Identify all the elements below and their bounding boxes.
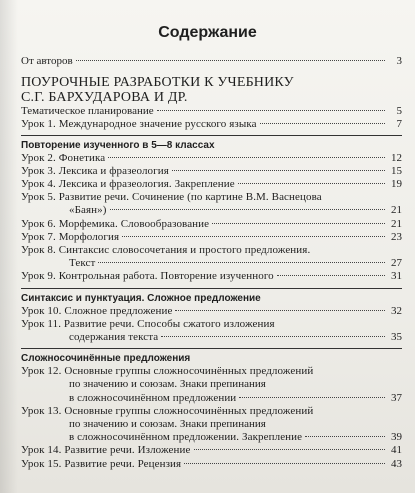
entry-page: 37 (391, 391, 402, 404)
entry-text: Урок 2. Фонетика (21, 151, 106, 164)
entry-text: Урок 5. Развитие речи. Сочинение (по картине В.М. Васнецова (21, 191, 322, 204)
toc-entry-lesson-15[interactable] (21, 458, 402, 471)
leader-dots (260, 123, 385, 124)
leader-dots (172, 170, 385, 171)
toc-entry-lesson-1[interactable] (21, 118, 402, 131)
toc-entry-lesson-8-cont[interactable] (21, 257, 402, 270)
toc-entry-lesson-8[interactable] (21, 244, 402, 257)
entry-text: От авторов (21, 55, 73, 67)
toc-entry-lesson-5[interactable] (21, 191, 402, 204)
toc-entry-lesson-5-cont[interactable] (21, 204, 402, 217)
leader-dots (184, 463, 385, 464)
table-of-contents (21, 55, 402, 471)
entry-page: 41 (391, 444, 402, 457)
entry-text: Урок 11. Развитие речи. Способы сжатого изложения (21, 317, 275, 330)
leader-dots (122, 236, 385, 237)
entry-page: 12 (391, 151, 402, 164)
leader-dots (161, 336, 385, 337)
entry-text: Урок 14. Развитие речи. Изложение (21, 444, 191, 457)
entry-text: Урок 6. Морфемика. Словообразование (21, 217, 210, 230)
toc-entry-lesson-11[interactable] (21, 318, 402, 331)
toc-entry-lesson-13-cont[interactable] (21, 431, 402, 444)
section-heading-compound: Сложносочинённые предложения (21, 353, 191, 365)
page-title: Содержание (158, 24, 257, 41)
toc-entry-lesson-6[interactable] (21, 218, 402, 231)
entry-text: Урок 9. Контрольная работа. Повторение изученного (21, 270, 274, 283)
entry-text: Тематическое планирование (21, 105, 154, 118)
toc-entry-lesson-12-cont[interactable] (21, 392, 402, 405)
entry-page: 15 (391, 164, 402, 177)
section-heading-syntax: Синтаксис и пунктуация. Сложное предложение (21, 292, 261, 304)
entry-page: 19 (391, 178, 402, 191)
entry-page: 32 (391, 304, 402, 317)
leader-dots (194, 449, 386, 450)
leader-dots (238, 183, 385, 184)
entry-page: 21 (391, 217, 402, 230)
entry-page: 43 (391, 457, 402, 470)
toc-entry-lesson-4[interactable] (21, 178, 402, 191)
entry-text-cont: «Баян») (69, 204, 107, 217)
toc-entry-lesson-7[interactable] (21, 231, 402, 244)
entry-text: Урок 7. Морфология (21, 230, 120, 243)
entry-page: 27 (391, 257, 402, 270)
section-heading-review: Повторение изученного в 5—8 классах (21, 139, 215, 151)
toc-entry-lesson-14[interactable] (21, 444, 402, 457)
entry-text: Урок 13. Основные группы сложносочинённых предложений (21, 404, 314, 417)
toc-entry-lesson-11-cont[interactable] (21, 331, 402, 344)
entry-page: 23 (391, 230, 402, 243)
entry-page: 39 (391, 431, 402, 444)
entry-text-cont: Текст (69, 257, 96, 270)
toc-entry-lesson-10[interactable] (21, 305, 402, 318)
entry-page: 31 (391, 270, 402, 283)
leader-dots (277, 275, 385, 276)
textbook-heading-line1: ПОУРОЧНЫЕ РАЗРАБОТКИ К УЧЕБНИКУ (21, 75, 294, 91)
leader-dots (157, 110, 385, 111)
entry-page: 3 (396, 55, 402, 67)
entry-text: Урок 15. Развитие речи. Рецензия (21, 457, 182, 470)
toc-entry-lesson-13[interactable] (21, 405, 402, 418)
entry-text: Урок 8. Синтаксис словосочетания и простого предложения. (21, 244, 311, 257)
entry-text: Урок 3. Лексика и фразеология (21, 164, 169, 177)
entry-page: 5 (396, 105, 402, 118)
entry-text-cont: в сложносочинённом предложении (69, 391, 237, 404)
textbook-heading-line2: С.Г. БАРХУДАРОВА И ДР. (21, 89, 188, 105)
entry-text-cont: по значению и союзам. Знаки препинания (69, 418, 266, 431)
entry-text: Урок 1. Международное значение русского языка (21, 118, 257, 131)
entry-text-cont: по значению и союзам. Знаки препинания (69, 378, 266, 391)
leader-dots (212, 223, 385, 224)
toc-entry-thematic[interactable] (21, 105, 402, 118)
leader-dots (175, 310, 385, 311)
leader-dots (98, 262, 385, 263)
toc-entry-lesson-3[interactable] (21, 165, 402, 178)
toc-entry-lesson-2[interactable] (21, 152, 402, 165)
entry-page: 35 (391, 331, 402, 344)
entry-text: Урок 4. Лексика и фразеология. Закрепление (21, 178, 235, 191)
leader-dots (239, 397, 385, 398)
toc-entry-lesson-9[interactable] (21, 270, 402, 283)
toc-entry-authors[interactable] (21, 55, 402, 68)
entry-page: 21 (391, 204, 402, 217)
entry-text: Урок 12. Основные группы сложносочинённых предложений (21, 365, 314, 378)
entry-text-cont: содержания текста (69, 331, 159, 344)
leader-dots (305, 436, 385, 437)
leader-dots (108, 157, 385, 158)
entry-text-cont: в сложносочинённом предложении. Закрепление (69, 431, 303, 444)
entry-text: Урок 10. Сложное предложение (21, 304, 173, 317)
toc-entry-lesson-12[interactable] (21, 365, 402, 378)
leader-dots (110, 209, 385, 210)
leader-dots (76, 60, 385, 61)
entry-page: 7 (396, 118, 402, 131)
